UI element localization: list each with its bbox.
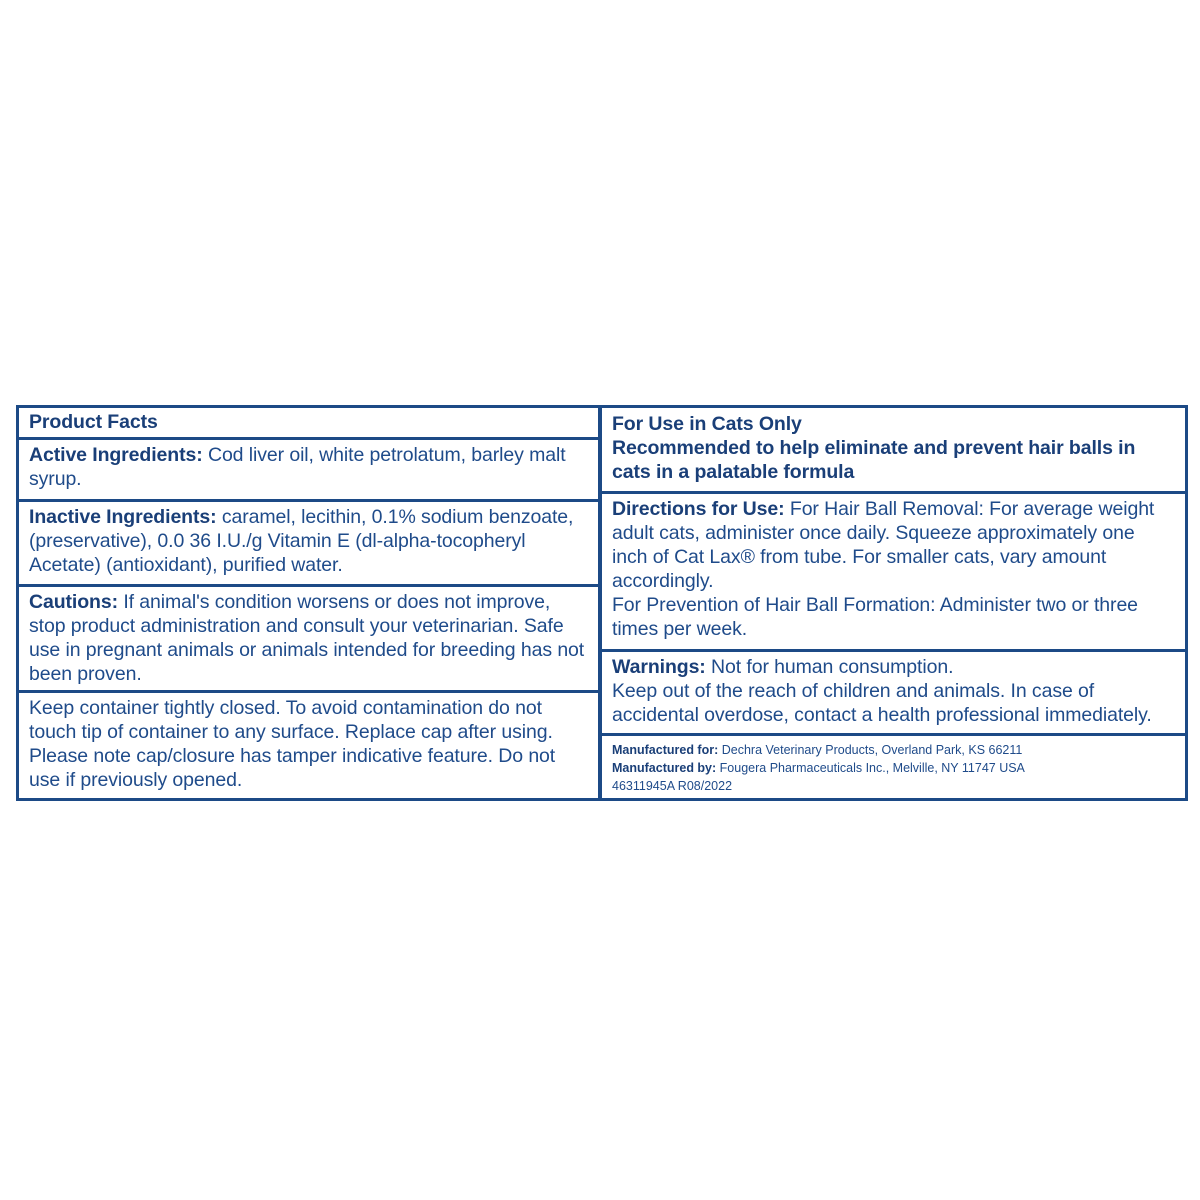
manufactured-by-label: Manufactured by:	[612, 761, 717, 775]
left-column	[19, 408, 602, 798]
storage-cell	[19, 693, 598, 798]
cautions-cell	[19, 587, 598, 693]
product-facts-cell	[19, 408, 598, 440]
warnings-label: Warnings:	[612, 656, 706, 678]
cautions-label: Cautions:	[29, 591, 119, 613]
prevention-text: For Prevention of Hair Ball Formation: Administer two or three times per week.	[612, 594, 1138, 640]
manufactured-for-text: Dechra Veterinary Products, Overland Park, KS 66211	[718, 743, 1023, 757]
manufactured-for-line	[612, 741, 1175, 759]
active-ingredients-cell	[19, 440, 598, 502]
active-ingredients-label: Active Ingredients:	[29, 444, 203, 466]
recommended-text: Recommended to help eliminate and prevent hair balls in cats in a palatable formula	[612, 437, 1136, 483]
manufactured-by-line	[612, 759, 1175, 777]
inactive-ingredients-text: caramel, lecithin, 0.1% sodium benzoate, (preservative), 0.0 36 I.U./g Vitamin E (dl-alpha-tocopheryl Acetate) (antioxidant), purified water.	[29, 506, 574, 576]
lot-code: 46311945A R08/2022	[612, 779, 733, 793]
directions-cell	[602, 494, 1185, 652]
manufactured-by-text: Fougera Pharmaceuticals Inc., Melville, NY 11747 USA	[716, 761, 1025, 775]
storage-text: Keep container tightly closed. To avoid contamination do not touch tip of container to any surface. Replace cap after using. Please note cap/closure has tamper indicative feature. Do not use if previously opened.	[29, 697, 556, 791]
for-use-title: For Use in Cats Only	[612, 413, 802, 435]
active-ingredients-text: Cod liver oil, white petrolatum, barley malt syrup.	[29, 444, 566, 490]
directions-text: For Hair Ball Removal: For average weight adult cats, administer once daily. Squeeze approximately one inch of Cat Lax® from tube. For smaller cats, vary amount accordingly.	[612, 498, 1155, 592]
warnings-line2: Keep out of the reach of children and animals. In case of accidental overdose, contact a health professional immediately.	[612, 680, 1152, 726]
manufactured-for-label: Manufactured for:	[612, 743, 719, 757]
cautions-text: If animal's condition worsens or does not improve, stop product administration and consult your veterinarian. Safe use in pregnant animals or animals intended for breeding has not been proven.	[29, 591, 585, 685]
inactive-ingredients-label: Inactive Ingredients:	[29, 506, 217, 528]
warnings-text: Not for human consumption.	[705, 656, 954, 678]
inactive-ingredients-cell	[19, 502, 598, 587]
directions-label: Directions for Use:	[612, 498, 785, 520]
product-label-panel	[16, 405, 1188, 801]
manufactured-cell	[602, 736, 1185, 798]
product-facts-title: Product Facts	[29, 411, 158, 433]
warnings-cell	[602, 652, 1185, 736]
right-column	[602, 408, 1185, 798]
for-use-cell	[602, 408, 1185, 494]
